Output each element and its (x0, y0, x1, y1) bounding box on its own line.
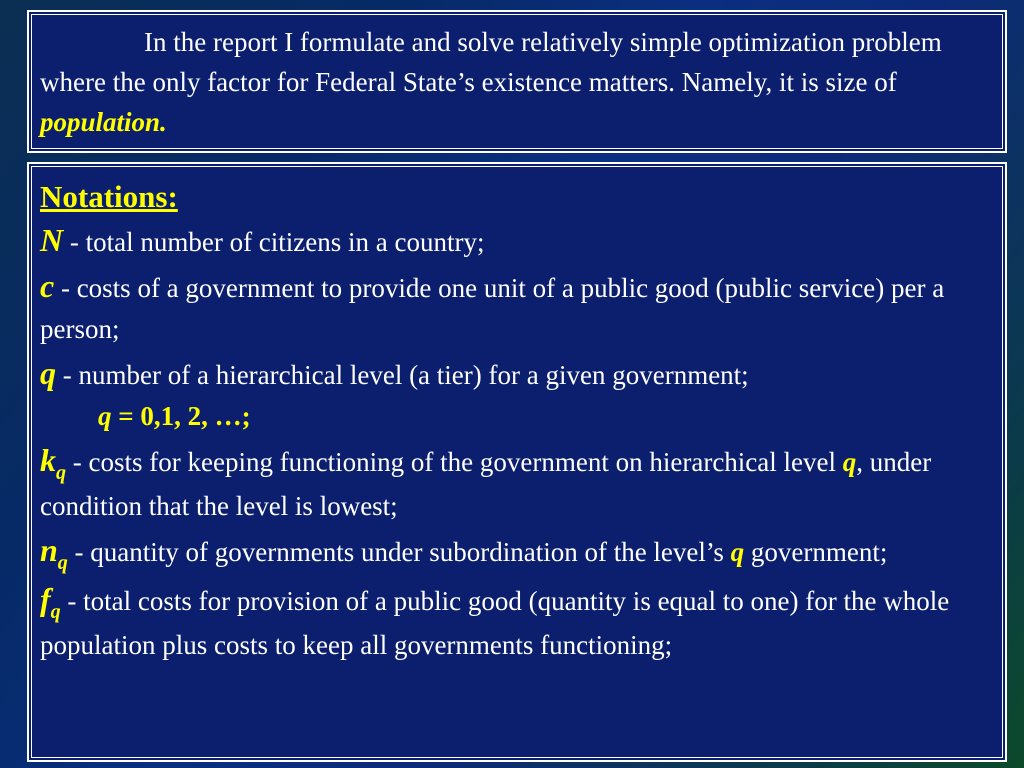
inline-q-k: q (842, 447, 857, 477)
symbol-q: q (40, 355, 56, 391)
intro-text: In the report I formulate and solve relatively simple optimization problem where the only factor for Federal State’s existence matters. Namely, it is size of (40, 27, 942, 97)
notation-k (40, 440, 990, 527)
intro-paragraph (40, 22, 990, 142)
notation-c (40, 266, 990, 350)
notations-box (27, 162, 1007, 762)
symbol-n: n (40, 532, 58, 568)
inline-q-n: q (730, 537, 745, 567)
subscript-k-q: q (56, 462, 66, 484)
notation-n (40, 530, 990, 576)
notation-N (40, 220, 990, 263)
intro-highlight: population. (40, 107, 167, 137)
q-values-list: = 0,1, 2, …; (111, 401, 251, 431)
desc-n-after: government; (744, 537, 888, 567)
desc-c: - costs of a government to provide one unit of a public good (public service) per a person; (40, 273, 945, 344)
symbol-N: N (40, 222, 64, 258)
symbol-f: f (40, 581, 51, 617)
subscript-f-q: q (50, 601, 61, 623)
desc-n-before: - quantity of governments under subordination of the level’s (67, 537, 731, 567)
notations-content (40, 174, 990, 666)
symbol-c: c (40, 268, 55, 304)
notation-q (40, 353, 990, 437)
desc-k-before: - costs for keeping functioning of the government on hierarchical level (66, 447, 843, 477)
q-values (40, 401, 251, 431)
desc-k-after: , under condition that the level is lowest; (40, 447, 932, 521)
symbol-k: k (40, 442, 56, 478)
desc-N: - total number of citizens in a country; (63, 227, 485, 257)
notations-heading: Notations: (40, 179, 178, 214)
notation-f (40, 579, 990, 666)
desc-f: - total costs for provision of a public good (quantity is equal to one) for the whole population plus costs to keep all governments functioning; (40, 586, 950, 660)
intro-box (27, 10, 1007, 153)
desc-q: - number of a hierarchical level (a tier) for a given government; (56, 360, 749, 390)
q-values-symbol: q (98, 401, 112, 431)
subscript-n-q: q (57, 552, 68, 574)
